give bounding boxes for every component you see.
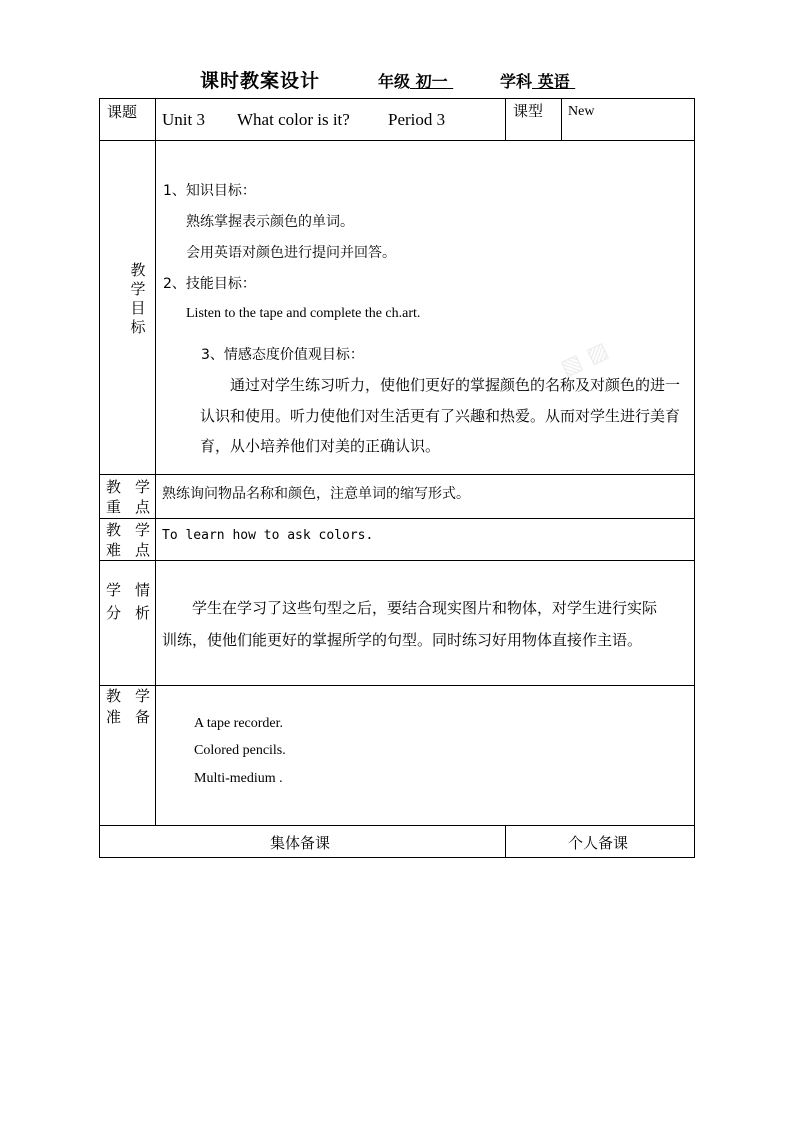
preparation-label-cell <box>99 685 156 826</box>
preparation-item-2: Colored pencils. <box>194 743 286 758</box>
emotion-objective-title: 3、情感态度价值观目标： <box>201 347 364 363</box>
type-label: 课型 <box>513 102 544 120</box>
collective-prep-label: 集体备课 <box>270 834 331 852</box>
key-points-content-cell <box>155 474 695 519</box>
topic-label-cell <box>99 98 156 141</box>
preparation-item-3: Multi-medium . <box>194 771 283 786</box>
topic-value-cell <box>155 98 506 141</box>
key-points-content: 熟练询问物品名称和颜色，注意单词的缩写形式。 <box>162 486 470 502</box>
document-title: 课时教案设计 <box>200 70 321 92</box>
key-points-label-cell <box>99 474 156 519</box>
skill-objective-title: 2、技能目标： <box>163 276 256 292</box>
objectives-label: 教 学 目 标 <box>130 261 146 336</box>
emotion-objective-line-3: 育，从小培养他们对美的正确认识。 <box>200 437 441 455</box>
analysis-content-cell <box>155 560 695 686</box>
analysis-line-1: 学生在学习了这些句型之后，要结合现实图片和物体，对学生进行实际 <box>192 599 658 617</box>
preparation-label: 教 学 准 备 <box>106 687 150 726</box>
preparation-content-cell <box>155 685 695 826</box>
analysis-label: 学 情 分 析 <box>106 581 150 622</box>
personal-prep-label: 个人备课 <box>568 834 629 852</box>
objectives-label-cell <box>99 140 156 475</box>
lesson-plan-table <box>99 98 695 858</box>
difficulties-content: To learn how to ask colors. <box>162 528 374 543</box>
type-label-cell <box>505 98 562 141</box>
faint-watermark: ▧ ▨ <box>557 337 613 382</box>
subject-value: 英语 <box>537 72 570 91</box>
type-value-cell <box>561 98 695 141</box>
skill-objective-1: Listen to the tape and complete the ch.art. <box>186 306 421 321</box>
period-number: Period 3 <box>388 110 446 129</box>
unit-number: Unit 3 <box>162 110 205 129</box>
grade-value: 初一 <box>415 72 448 91</box>
analysis-label-cell <box>99 560 156 686</box>
knowledge-objective-2: 会用英语对颜色进行提问并回答。 <box>186 245 396 261</box>
difficulties-label-cell <box>99 518 156 561</box>
preparation-item-1: A tape recorder. <box>194 716 284 731</box>
objectives-content-cell <box>155 140 695 475</box>
collective-prep-cell <box>99 825 506 858</box>
difficulties-label: 教 学 难 点 <box>106 521 150 559</box>
subject-label: 学科 <box>500 72 533 91</box>
knowledge-objective-1: 熟练掌握表示颜色的单词。 <box>186 214 354 230</box>
unit-title: What color is it? <box>237 110 350 129</box>
personal-prep-cell <box>505 825 695 858</box>
analysis-line-2: 训练，使他们能更好的掌握所学的句型。同时练习好用物体直接作主语。 <box>162 631 643 649</box>
emotion-objective-line-1: 通过对学生练习听力，使他们更好的掌握颜色的名称及对颜色的进一 <box>230 376 681 394</box>
key-points-label: 教 学 重 点 <box>106 478 150 516</box>
grade-field <box>378 69 453 92</box>
type-value: New <box>568 104 595 119</box>
emotion-objective-line-2: 认识和使用。听力使他们对生活更有了兴趣和热爱。从而对学生进行美育 <box>200 407 681 425</box>
topic-label: 课题 <box>107 103 138 121</box>
knowledge-objective-title: 1、知识目标： <box>163 183 256 199</box>
grade-label: 年级 <box>378 72 411 91</box>
difficulties-content-cell <box>155 518 695 561</box>
document-header <box>0 66 794 92</box>
subject-field <box>500 69 575 92</box>
